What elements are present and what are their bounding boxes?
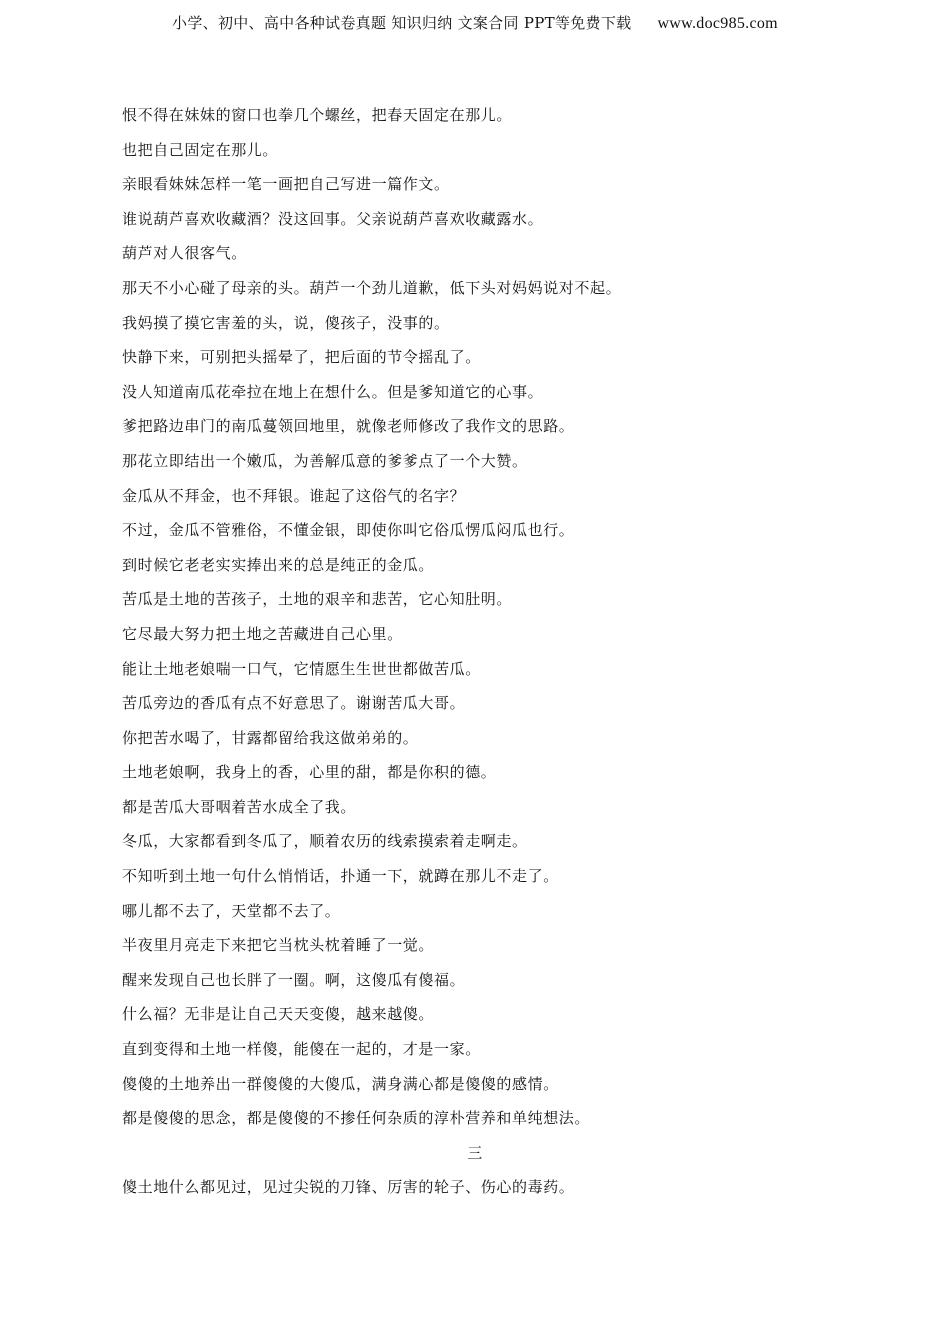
text-line: 快静下来，可别把头摇晕了，把后面的节令摇乱了。 (122, 348, 481, 367)
text-line: 不过，金瓜不管雅俗，不懂金银，即使你叫它俗瓜愣瓜闷瓜也行。 (122, 521, 575, 540)
text-line: 都是苦瓜大哥咽着苦水成全了我。 (122, 797, 357, 816)
text-line: 没人知道南瓜花牵拉在地上在想什么。但是爹知道它的心事。 (122, 382, 544, 401)
text-line: 到时候它老老实实捧出来的总是纯正的金瓜。 (122, 555, 435, 574)
text-line: 苦瓜旁边的香瓜有点不好意思了。谢谢苦瓜大哥。 (122, 694, 466, 713)
header-site-url: www.doc985.com (657, 15, 778, 32)
text-line: 爹把路边串门的南瓜蔓领回地里，就像老师修改了我作文的思路。 (122, 417, 575, 436)
text-line: 你把苦水喝了，甘露都留给我这做弟弟的。 (122, 728, 419, 747)
text-line: 冬瓜，大家都看到冬瓜了，顺着农历的线索摸索着走啊走。 (122, 832, 528, 851)
text-line: 那天不小心碰了母亲的头。葫芦一个劲儿道歉，低下头对妈妈说对不起。 (122, 278, 622, 297)
text-line: 它尽最大努力把土地之苦藏进自己心里。 (122, 624, 403, 643)
page-header (0, 12, 950, 33)
text-line: 半夜里月亮走下来把它当枕头枕着睡了一觉。 (122, 936, 435, 955)
text-line: 苦瓜是土地的苦孩子，土地的艰辛和悲苦，它心知肚明。 (122, 590, 513, 609)
text-line: 直到变得和土地一样傻，能傻在一起的，才是一家。 (122, 1040, 481, 1059)
text-line: 哪儿都不去了，天堂都不去了。 (122, 901, 341, 920)
text-line: 谁说葫芦喜欢收藏酒？没这回事。父亲说葫芦喜欢收藏露水。 (122, 209, 544, 228)
text-line: 我妈摸了摸它害羞的头，说，傻孩子，没事的。 (122, 313, 450, 332)
text-line: 都是傻傻的思念，都是傻傻的不掺任何杂质的淳朴营养和单纯想法。 (122, 1109, 591, 1128)
header-text: 小学、初中、高中各种试卷真题 知识归纳 文案合同 PPT等免费下载 (172, 14, 632, 32)
text-line: 什么福？无非是让自己天天变傻，越来越傻。 (122, 1005, 435, 1024)
text-line: 能让土地老娘喘一口气，它情愿生生世世都做苦瓜。 (122, 659, 481, 678)
text-line: 傻土地什么都见过，见过尖锐的刀锋、厉害的轮子、伤心的毒药。 (122, 1178, 575, 1197)
document-body (122, 98, 842, 1205)
text-line: 金瓜从不拜金，也不拜银。谁起了这俗气的名字？ (122, 486, 466, 505)
section-number: 三 (467, 1143, 483, 1162)
text-line: 恨不得在妹妹的窗口也拳几个螺丝，把春天固定在那儿。 (122, 106, 513, 124)
text-line: 土地老娘啊，我身上的香，心里的甜，都是你积的德。 (122, 763, 497, 782)
text-line: 傻傻的土地养出一群傻傻的大傻瓜，满身满心都是傻傻的感情。 (122, 1074, 559, 1093)
text-line: 醒来发现自己也长胖了一圈。啊，这傻瓜有傻福。 (122, 970, 466, 989)
text-line: 亲眼看妹妹怎样一笔一画把自己写进一篇作文。 (122, 175, 450, 194)
text-line: 也把自己固定在那儿。 (122, 140, 279, 159)
text-line: 葫芦对人很客气。 (122, 244, 247, 263)
text-line: 不知听到土地一句什么悄悄话，扑通一下，就蹲在那儿不走了。 (122, 867, 559, 886)
text-line: 那花立即结出一个嫩瓜，为善解瓜意的爹爹点了一个大赞。 (122, 451, 528, 470)
